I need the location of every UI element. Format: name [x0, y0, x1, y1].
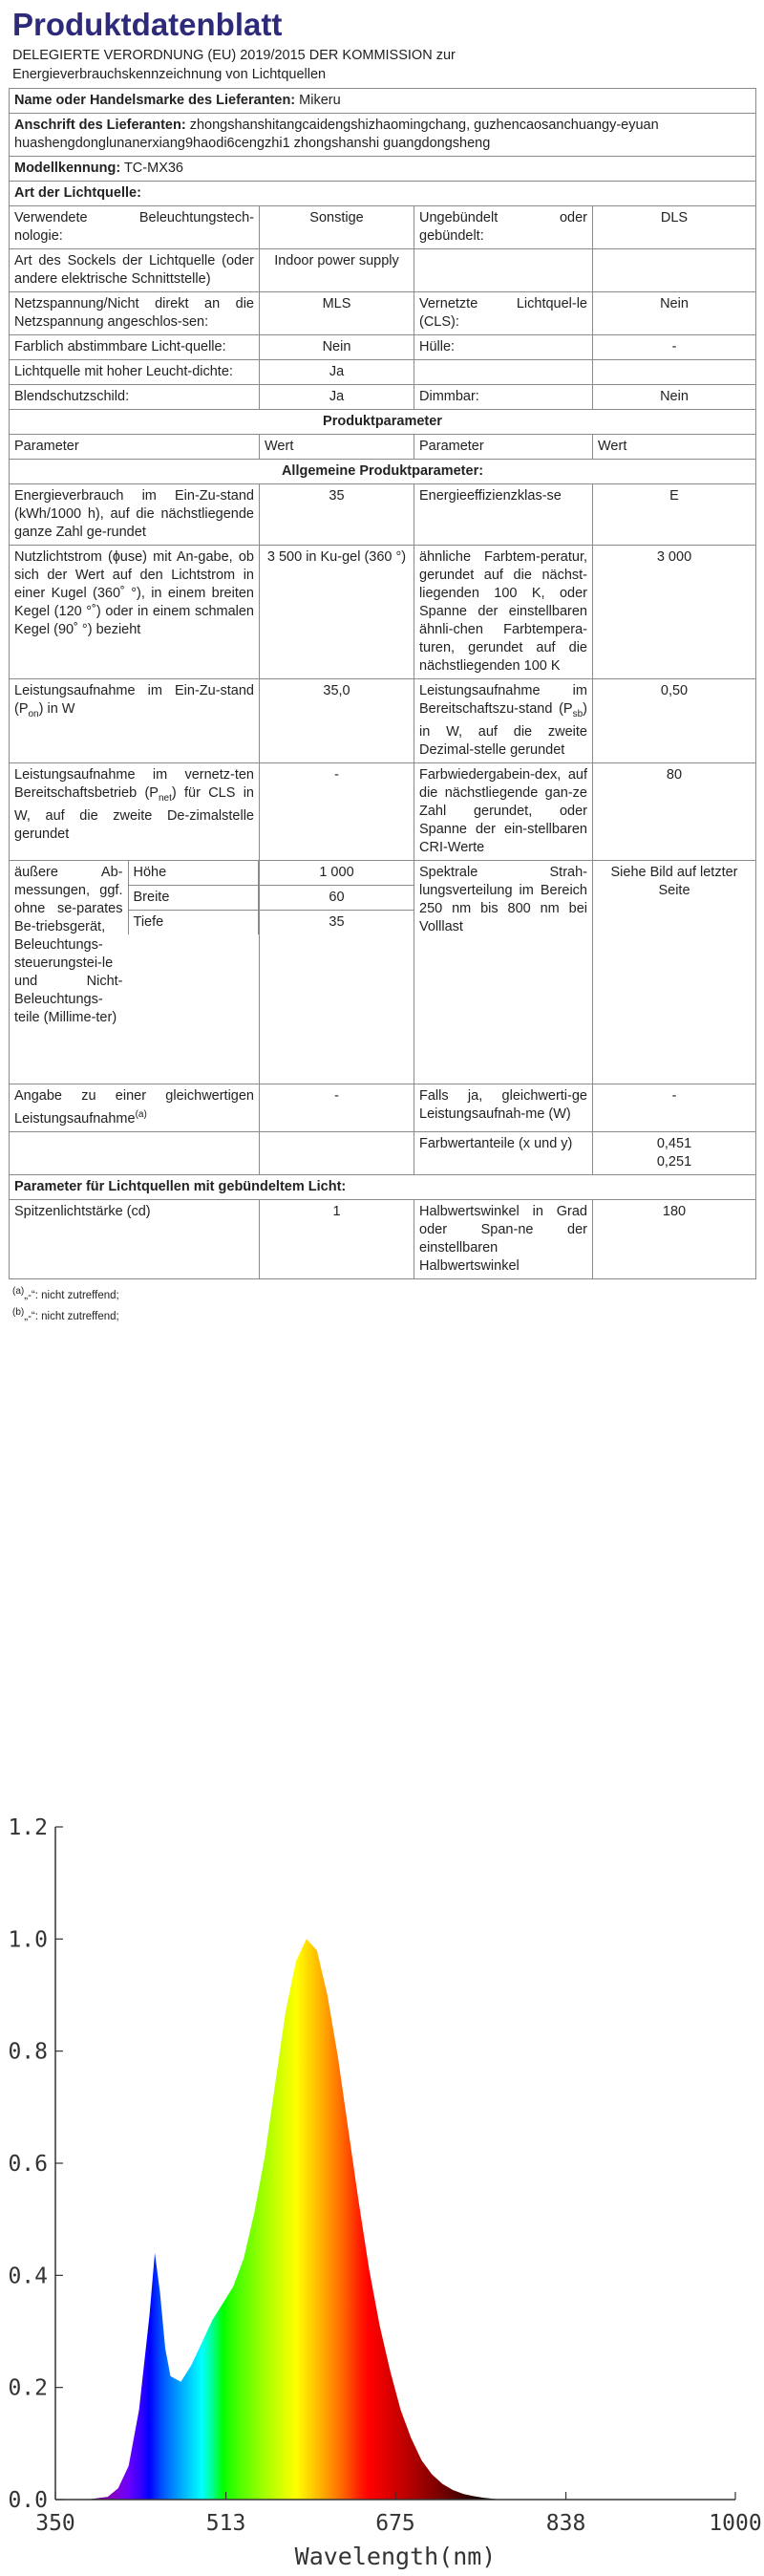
value-cell: 3 500 in Ku-gel (360 °) — [260, 546, 414, 679]
param-cell: Blendschutzschild: — [10, 385, 260, 410]
dimensions-subtable — [10, 861, 259, 1084]
supplier-name-value: Mikeru — [299, 93, 341, 108]
param-cell: Dimmbar: — [414, 385, 593, 410]
dimension-value: 35 — [329, 913, 345, 930]
dimension-name: Tiefe — [128, 910, 259, 934]
param-cell: Spitzenlichtstärke (cd) — [10, 1199, 260, 1278]
value-cell: Ja — [260, 385, 414, 410]
footnote-b: $^{(b)}$„-“: nicht zutreffend; — [12, 1306, 119, 1322]
param-cell: Art des Sockels der Lichtquelle (oder andere elektrische Schnittstelle) — [10, 249, 260, 292]
param-cell: Farbwiedergabein-dex, auf die nächstliegende gan-ze Zahl gerundet, oder Spanne der ein-stellbaren CRI-Werte — [414, 762, 593, 860]
page-title: Produktdatenblatt — [12, 7, 283, 42]
param-cell: Ungebündelt oder gebündelt: — [414, 206, 593, 249]
datasheet-table — [9, 88, 756, 1279]
light-source-row — [10, 335, 756, 360]
param-cell: Leistungsaufnahme im Bereitschaftszu-stand $(P_{sb})$ in W, auf die zweite Dezimal-stelle gerundet — [414, 679, 593, 763]
chroma-row — [10, 1131, 756, 1174]
flux-row — [10, 546, 756, 679]
dimension-values-subtable — [260, 861, 414, 934]
value-cell: Indoor power supply — [260, 249, 414, 292]
value-cell: 80 — [593, 762, 756, 860]
dimensions-label: äußere Ab-messungen, ggf. ohne se-parates Be-triebsgerät, Beleuchtungs-steuerungstei-le und Nicht-Beleuchtungs-teile (Millime-ter) — [14, 864, 123, 1025]
y-tick-label: 0.4 — [8, 2264, 48, 2289]
power-on-row — [10, 679, 756, 763]
product-params-heading — [10, 410, 756, 435]
param-cell: Leistungsaufnahme im vernetz-ten Bereitschaftsbetrieb $(P_{net})$ für CLS in W, auf die zweite De-zimalstelle gerundet — [10, 762, 260, 860]
value-cell: DLS — [593, 206, 756, 249]
dimensions-row — [10, 860, 756, 1084]
col-header-parameter: Parameter — [414, 435, 593, 460]
spectrum-area — [87, 1939, 505, 2500]
power-net-row — [10, 762, 756, 860]
energy-row — [10, 484, 756, 546]
param-cell: Spektrale Strah-lungsverteilung im Bereich 250 nm bis 800 nm bei Volllast — [414, 860, 593, 1084]
y-tick-label: 0.8 — [8, 2039, 48, 2065]
model-row — [10, 157, 756, 182]
param-cell: Vernetzte Lichtquel-le (CLS): — [414, 292, 593, 335]
param-cell: Nutzlichtstrom (ɸuse) mit An-gabe, ob sich der Wert auf den Lichtstrom in einer Kugel (360˚ °), in einem breiten Kegel (120 °˚) oder in einem schmalen Kegel (90˚ °) bezieht — [10, 546, 260, 679]
y-tick-label: 1.2 — [8, 1815, 48, 1840]
light-source-row — [10, 249, 756, 292]
value-cell: Siehe Bild auf letzter Seite — [593, 860, 756, 1084]
spectrum-svg — [0, 1806, 764, 2576]
dimension-value: 1 000 — [260, 861, 414, 886]
dimensions-cell — [10, 860, 260, 1084]
light-source-title: Art der Lichtquelle: — [10, 182, 756, 206]
peak-row — [10, 1199, 756, 1278]
value-cell: 3 000 — [593, 546, 756, 679]
value-cell: 1 — [260, 1199, 414, 1278]
col-header-value: Wert — [593, 435, 756, 460]
supplier-address-value: zhongshanshitangcaidengshizhaomingchang, guzhencaosanchuangy-eyuan huashengdonglunanerxiang9haodi6cengzhi1 zhongshanshi guangdongsheng — [14, 118, 659, 151]
x-tick-label: 513 — [205, 2511, 246, 2536]
param-cell: Energieverbrauch im Ein-Zu-stand (kWh/1000 h), auf die nächstliegende ganze Zahl ge-rundet — [10, 484, 260, 546]
regulation-subtitle — [9, 44, 755, 88]
light-source-section — [10, 182, 756, 206]
empty-cell — [414, 249, 593, 292]
y-tick-label: 0.2 — [8, 2375, 48, 2401]
param-cell: ähnliche Farbtem-peratur, gerundet auf die nächst-liegenden 100 K, oder Spanne der einstellbaren ähnli-chen Farbtempera-turen, gerundet auf die nächstliegenden 100 K — [414, 546, 593, 679]
product-data-sheet — [9, 6, 755, 1324]
general-params-heading — [10, 460, 756, 484]
general-params-title: Allgemeine Produktparameter: — [10, 460, 756, 484]
empty-cell — [593, 360, 756, 385]
x-tick-label: 1000 — [709, 2511, 762, 2536]
param-cell: Farblich abstimmbare Licht-quelle: — [10, 335, 260, 360]
dimension-name: Höhe — [128, 861, 259, 886]
spectral-distribution-chart — [0, 1806, 764, 2576]
model-value: TC-MX36 — [123, 161, 183, 176]
empty-cell — [414, 360, 593, 385]
value-cell: MLS — [260, 292, 414, 335]
supplier-name-label: Name oder Handelsmarke des Lieferanten: — [14, 93, 296, 108]
value-cell: 35 — [260, 484, 414, 546]
value-cell: - — [593, 335, 756, 360]
product-params-title: Produktparameter — [10, 410, 756, 435]
regulation-line-2: Energieverbrauchskennzeichnung von Lichtquellen — [12, 67, 327, 82]
value-cell: - — [260, 762, 414, 860]
value-cell: 35,0 — [260, 679, 414, 763]
light-source-row — [10, 360, 756, 385]
dimension-values-cell — [260, 860, 414, 1084]
column-header-row — [10, 435, 756, 460]
y-tick-label: 1.0 — [8, 1927, 48, 1953]
y-tick-label: 0.0 — [8, 2488, 48, 2513]
empty-cell — [10, 1131, 260, 1174]
param-cell: Hülle: — [414, 335, 593, 360]
x-tick-label: 838 — [545, 2511, 586, 2536]
value-cell: Nein — [593, 385, 756, 410]
equivalent-row — [10, 1084, 756, 1131]
param-cell: Verwendete Beleuchtungstech-nologie: — [10, 206, 260, 249]
supplier-address-row — [10, 114, 756, 157]
param-cell: Angabe zu einer gleichwertigen Leistungsaufnahme$^{(a)}$ — [10, 1084, 260, 1131]
param-cell: Netzspannung/Nicht direkt an die Netzspannung angeschlos-sen: — [10, 292, 260, 335]
value-cell: - — [593, 1084, 756, 1131]
empty-cell — [260, 1131, 414, 1174]
col-header-value: Wert — [260, 435, 414, 460]
col-header-parameter: Parameter — [10, 435, 260, 460]
value-cell: 180 — [593, 1199, 756, 1278]
value-cell: Ja — [260, 360, 414, 385]
model-label: Modellkennung: — [14, 161, 121, 176]
regulation-line-1: DELEGIERTE VERORDNUNG (EU) 2019/2015 DER KOMMISSION zur — [12, 48, 456, 63]
directional-heading — [10, 1174, 756, 1199]
x-tick-label: 350 — [35, 2511, 75, 2536]
y-tick-label: 0.6 — [8, 2152, 48, 2177]
param-cell: Lichtquelle mit hoher Leucht-dichte: — [10, 360, 260, 385]
x-tick-label: 675 — [375, 2511, 415, 2536]
value-cell: E — [593, 484, 756, 546]
param-cell: Falls ja, gleichwerti-ge Leistungsaufnah-me (W) — [414, 1084, 593, 1131]
light-source-row — [10, 292, 756, 335]
dimension-name: Breite — [128, 885, 259, 910]
spacer — [128, 934, 259, 1084]
light-source-row — [10, 206, 756, 249]
supplier-address-label: Anschrift des Lieferanten: — [14, 118, 186, 133]
directional-title: Parameter für Lichtquellen mit gebündeltem Licht: — [10, 1174, 756, 1199]
value-cell: Nein — [260, 335, 414, 360]
param-cell: Halbwertswinkel in Grad oder Span-ne der einstellbaren Halbwertswinkel — [414, 1199, 593, 1278]
dimension-value: 60 — [260, 885, 414, 910]
light-source-row — [10, 385, 756, 410]
empty-cell — [593, 249, 756, 292]
x-axis-title: Wavelength(nm) — [294, 2543, 497, 2570]
value-cell: 0,50 — [593, 679, 756, 763]
footnote-a: $^{(a)}$„-“: nicht zutreffend; — [12, 1285, 119, 1301]
value-cell: Sonstige — [260, 206, 414, 249]
value-cell: Nein — [593, 292, 756, 335]
supplier-name-row — [10, 89, 756, 114]
param-cell: Energieeffizienzklas-se — [414, 484, 593, 546]
param-cell: Farbwertanteile (x und y) — [414, 1131, 593, 1174]
param-cell: Leistungsaufnahme im Ein-Zu-stand $(P_{on})$ in W — [10, 679, 260, 763]
value-cell: 0,451 0,251 — [593, 1131, 756, 1174]
value-cell: - — [260, 1084, 414, 1131]
